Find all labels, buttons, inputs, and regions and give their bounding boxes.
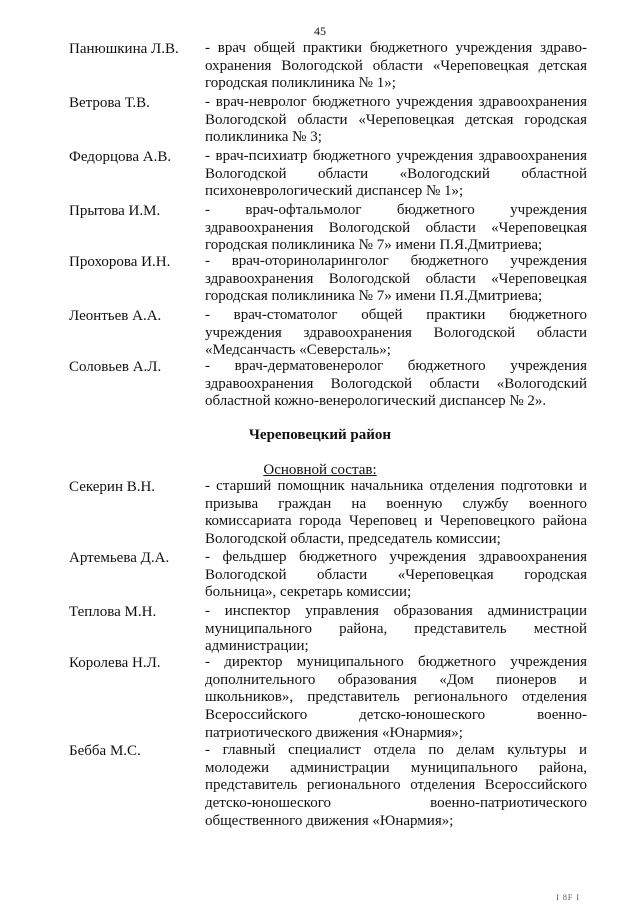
description-line: - врач-дерматовенеролог бюджетного учреждения xyxy=(205,358,587,374)
member-name: Ветрова Т.В. xyxy=(69,95,150,111)
description-line: «Медсанчасть «Северсталь»; xyxy=(205,342,391,359)
description-line: Вологодской области, председатель комиссии; xyxy=(205,531,501,548)
member-description xyxy=(205,603,587,656)
description-line: городская поликлиника № 1»; xyxy=(205,75,396,92)
description-line: здравоохранения Вологодской области «Вологодский xyxy=(205,375,587,392)
description-line: здравоохранения Вологодской области «Череповецкая xyxy=(205,219,587,236)
member-description xyxy=(205,654,587,742)
description-line: поликлиника № 3; xyxy=(205,129,322,146)
description-line: - врач-психиатр бюджетного учреждения здравоохранения xyxy=(205,148,587,164)
description-line: школьников», представитель регионального отделения xyxy=(205,689,587,706)
description-line: дополнительного образования «Дом пионеров и xyxy=(205,671,587,688)
description-line: - врач-офтальмолог бюджетного учреждения xyxy=(205,202,587,218)
description-line: охранения Вологодской области «Череповецкая детская xyxy=(205,57,587,74)
section-heading: Череповецкий район xyxy=(248,427,392,443)
description-line: комиссариата города Череповец и Череповецкого района xyxy=(205,513,587,530)
description-line: Вологодской области «Череповецкая детская городская xyxy=(205,111,587,128)
member-name: Панюшкина Л.В. xyxy=(69,41,179,57)
member-name: Секерин В.Н. xyxy=(69,479,156,495)
description-line: - инспектор управления образования администрации xyxy=(205,603,587,619)
description-line: - врач-невролог бюджетного учреждения здравоохранения xyxy=(205,94,587,110)
member-description xyxy=(205,148,587,201)
description-line: призыва граждан на военную службу военного xyxy=(205,495,587,512)
member-description xyxy=(205,307,587,360)
subheading xyxy=(0,462,640,479)
member-description xyxy=(205,94,587,147)
description-line: - старший помощник начальника отделения подготовки и xyxy=(205,478,587,494)
footer-mark: I 8F I xyxy=(556,893,580,902)
description-line: молодежи администрации муниципального района, xyxy=(205,759,587,776)
member-name: Прохорова И.Н. xyxy=(69,254,171,270)
description-line: Вологодской области «Череповецкая городская xyxy=(205,566,587,583)
description-line: - директор муниципального бюджетного учреждения xyxy=(205,654,587,670)
member-name: Королева Н.Л. xyxy=(69,655,161,671)
description-line: администрации; xyxy=(205,638,309,655)
description-line: больница», секретарь комиссии; xyxy=(205,584,412,601)
member-description xyxy=(205,358,587,411)
description-line: представитель регионального отделения Всероссийского xyxy=(205,777,587,794)
description-line: психоневрологический диспансер № 1»; xyxy=(205,183,464,200)
member-name: Соловьев А.Л. xyxy=(69,359,162,375)
member-description xyxy=(205,742,587,830)
member-name: Бебба М.С. xyxy=(69,743,141,759)
description-line: - главный специалист отдела по делам культуры и xyxy=(205,742,587,758)
description-line: учреждения здравоохранения Вологодской области xyxy=(205,324,587,341)
member-description xyxy=(205,202,587,255)
description-line: муниципального района, представитель местной xyxy=(205,620,587,637)
description-line: - врач-оториноларинголог бюджетного учреждения xyxy=(205,253,587,269)
member-description xyxy=(205,40,587,93)
member-description xyxy=(205,549,587,602)
member-name: Артемьева Д.А. xyxy=(69,550,170,566)
member-description xyxy=(205,478,587,549)
description-line: - врач общей практики бюджетного учреждения здраво- xyxy=(205,40,587,56)
member-name: Федорцова А.В. xyxy=(69,149,172,165)
subheading-text: Основной состав: xyxy=(263,462,377,478)
description-line: здравоохранения Вологодской области «Череповецкая xyxy=(205,270,587,287)
member-name: Прытова И.М. xyxy=(69,203,161,219)
description-line: патриотического движения «Юнармия»; xyxy=(205,724,463,741)
description-line: Всероссийского детско-юношеского военно- xyxy=(205,707,587,724)
member-name: Леонтьев А.А. xyxy=(69,308,162,324)
description-line: городская поликлиника № 7» имени П.Я.Дмитриева; xyxy=(205,237,543,254)
description-line: детско-юношеского военно-патриотического xyxy=(205,795,587,812)
page-number: 45 xyxy=(314,24,326,38)
description-line: - врач-стоматолог общей практики бюджетного xyxy=(205,307,587,323)
member-name: Теплова М.Н. xyxy=(69,604,157,620)
description-line: областной кожно-венерологический диспансер № 2». xyxy=(205,393,547,410)
description-line: - фельдшер бюджетного учреждения здравоохранения xyxy=(205,549,587,565)
description-line: общественного движения «Юнармия»; xyxy=(205,812,454,829)
description-line: Вологодской области «Вологодский областной xyxy=(205,165,587,182)
description-line: городская поликлиника № 7» имени П.Я.Дмитриева; xyxy=(205,288,543,305)
member-description xyxy=(205,253,587,306)
